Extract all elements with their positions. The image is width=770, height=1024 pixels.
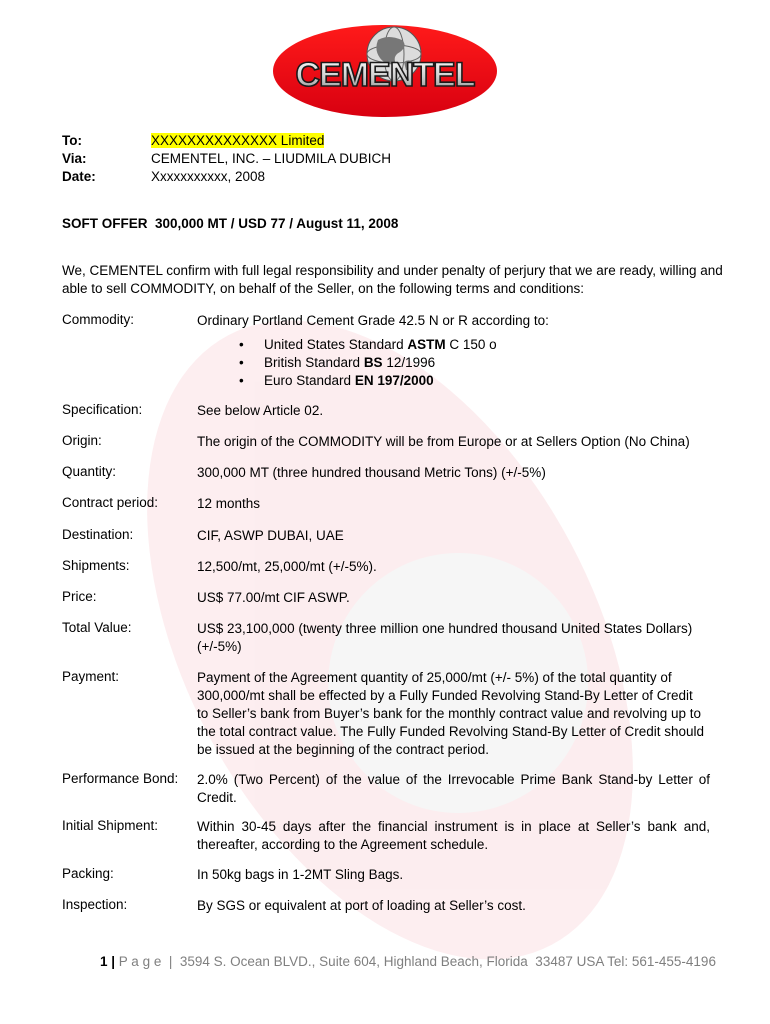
total-value-value: US$ 23,100,000 (twenty three million one hundred thousand United States Dollars) (+/-5%) bbox=[197, 621, 693, 654]
specification-value: See below Article 02. bbox=[197, 403, 324, 418]
quantity-label: Quantity: bbox=[62, 464, 117, 479]
footer-text: P a g e | 3594 S. Ocean BLVD., Suite 604, Highland Beach, Florida 33487 USA Tel: 561-455-4196 bbox=[115, 954, 716, 969]
price-value: US$ 77.00/mt CIF ASWP. bbox=[197, 590, 350, 605]
initial-shipment-label: Initial Shipment: bbox=[62, 818, 159, 833]
initial-shipment-value: Within 30-45 days after the financial instrument is in place at Seller’s bank and, thereafter, according to the Agreement schedule. bbox=[197, 819, 710, 852]
to-value: XXXXXXXXXXXXXX Limited bbox=[151, 133, 325, 148]
standard-item: • Euro Standard EN 197/2000 bbox=[239, 372, 497, 390]
origin-value: The origin of the COMMODITY will be from Europe or at Sellers Option (No China) bbox=[197, 434, 690, 449]
payment-label: Payment: bbox=[62, 669, 120, 684]
cementel-logo bbox=[272, 24, 498, 118]
payment-value: Payment of the Agreement quantity of 25,000/mt (+/- 5%) of the total quantity of 300,000/mt shall be effected by a Fully Funded Revolving Stand-By Letter of Credit to Seller’s bank from Buyer’s bank for the monthly contract value and revolving up to the total contract value. The Fully Funded Revolving Stand-By Letter of Credit should be issued at the beginning of the contract period. bbox=[197, 670, 705, 757]
shipments-value: 12,500/mt, 25,000/mt (+/-5%). bbox=[197, 559, 377, 574]
origin-label: Origin: bbox=[62, 433, 102, 448]
contract-period-value: 12 months bbox=[197, 496, 261, 511]
commodity-value: Ordinary Portland Cement Grade 42.5 N or R according to: bbox=[197, 313, 549, 328]
page-number: 1 | bbox=[100, 954, 116, 969]
specification-label: Specification: bbox=[62, 402, 143, 417]
date-value: Xxxxxxxxxxx, 2008 bbox=[151, 169, 266, 184]
to-label: To: bbox=[62, 133, 82, 148]
packing-value: In 50kg bags in 1-2MT Sling Bags. bbox=[197, 867, 404, 882]
quantity-value: 300,000 MT (three hundred thousand Metric Tons) (+/-5%) bbox=[197, 465, 546, 480]
standard-item: • United States Standard ASTM C 150 o bbox=[239, 336, 497, 354]
standard-item: • British Standard BS 12/1996 bbox=[239, 354, 497, 372]
via-value: CEMENTEL, INC. – LIUDMILA DUBICH bbox=[151, 151, 392, 166]
standards-list bbox=[239, 336, 497, 390]
total-value-label: Total Value: bbox=[62, 620, 132, 635]
destination-value: CIF, ASWP DUBAI, UAE bbox=[197, 528, 344, 543]
logo-text: CEMENTEL bbox=[295, 56, 475, 94]
destination-label: Destination: bbox=[62, 527, 134, 542]
intro-line-1: We, CEMENTEL confirm with full legal responsibility and under penalty of perjury that we are ready, willing and bbox=[62, 263, 723, 278]
contract-period-label: Contract period: bbox=[62, 495, 159, 510]
packing-label: Packing: bbox=[62, 866, 114, 881]
inspection-label: Inspection: bbox=[62, 897, 128, 912]
shipments-label: Shipments: bbox=[62, 558, 130, 573]
performance-bond-value: 2.0% (Two Percent) of the value of the Irrevocable Prime Bank Stand-by Letter of Credit. bbox=[197, 772, 710, 805]
performance-bond-label: Performance Bond: bbox=[62, 771, 179, 786]
via-label: Via: bbox=[62, 151, 87, 166]
commodity-label: Commodity: bbox=[62, 312, 135, 327]
intro-line-2: able to sell COMMODITY, on behalf of the Seller, on the following terms and conditions: bbox=[62, 281, 585, 296]
price-label: Price: bbox=[62, 589, 97, 604]
inspection-value: By SGS or equivalent at port of loading at Seller’s cost. bbox=[197, 898, 526, 913]
page-footer bbox=[100, 954, 716, 969]
offer-title: SOFT OFFER 300,000 MT / USD 77 / August 11, 2008 bbox=[62, 216, 399, 231]
date-label: Date: bbox=[62, 169, 96, 184]
